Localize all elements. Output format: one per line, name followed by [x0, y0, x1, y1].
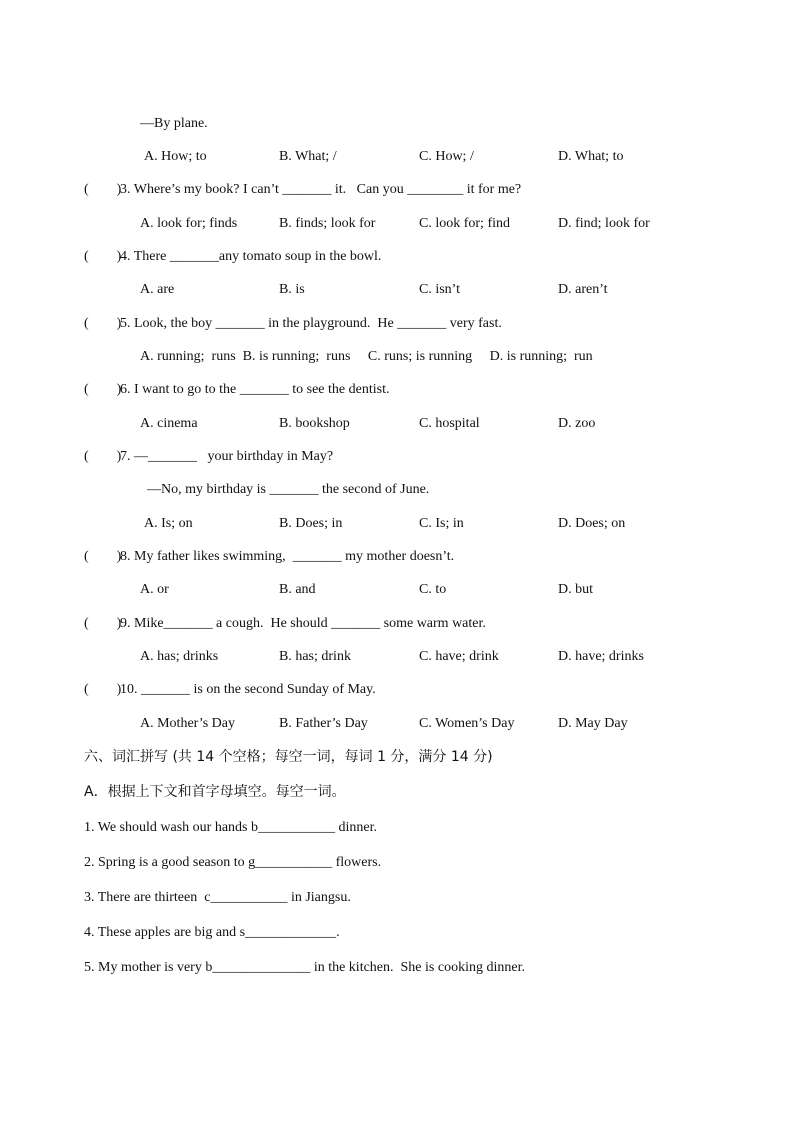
- q3-answer-paren[interactable]: ( ): [84, 182, 122, 197]
- q10-option-b: B. Father’s Day: [279, 716, 368, 731]
- q10-option-d: D. May Day: [558, 716, 628, 731]
- q4-option-a: A. are: [140, 282, 175, 297]
- section6-part-a: A．根据上下文和首字母填空。每空一词。: [84, 784, 346, 800]
- q5-answer-paren[interactable]: ( ): [84, 316, 122, 331]
- q10-answer-paren[interactable]: ( ): [84, 682, 122, 697]
- q9-text: 9. Mike_______ a cough. He should _______ some warm water.: [120, 616, 486, 631]
- q3-option-a: A. look for; finds: [140, 216, 238, 231]
- q3-option-b: B. finds; look for: [279, 216, 376, 231]
- q4-text: 4. There _______any tomato soup in the bowl.: [120, 249, 382, 264]
- q8-option-a: A. or: [140, 582, 169, 597]
- q2-option-d: D. What; to: [558, 149, 624, 164]
- q2-option-c: C. How; /: [419, 149, 474, 164]
- q6-answer-paren[interactable]: ( ): [84, 382, 122, 397]
- fill-item-4[interactable]: 4. These apples are big and s_____________.: [84, 925, 340, 940]
- q6-option-d: D. zoo: [558, 416, 596, 431]
- q5-text: 5. Look, the boy _______ in the playground. He _______ very fast.: [120, 316, 502, 331]
- q8-option-c: C. to: [419, 582, 447, 597]
- q8-answer-paren[interactable]: ( ): [84, 549, 122, 564]
- q7-text: 7. —_______ your birthday in May?: [120, 449, 334, 464]
- q2-option-b: B. What; /: [279, 149, 337, 164]
- q8-option-b: B. and: [279, 582, 316, 597]
- q6-option-b: B. bookshop: [279, 416, 350, 431]
- q7-option-b: B. Does; in: [279, 516, 343, 531]
- q7-option-a: A. Is; on: [144, 516, 193, 531]
- q2-option-a: A. How; to: [144, 149, 207, 164]
- q9-option-a: A. has; drinks: [140, 649, 219, 664]
- fill-item-1[interactable]: 1. We should wash our hands b___________ dinner.: [84, 820, 377, 835]
- q4-answer-paren[interactable]: ( ): [84, 249, 122, 264]
- q10-option-a: A. Mother’s Day: [140, 716, 236, 731]
- q9-answer-paren[interactable]: ( ): [84, 616, 122, 631]
- q7-sub-line: —No, my birthday is _______ the second of June.: [147, 482, 430, 497]
- section6-title: 六、词汇拼写 (共 14 个空格；每空一词，每词 1 分，满分 14 分): [84, 749, 493, 765]
- q4-option-c: C. isn’t: [419, 282, 460, 297]
- q10-option-c: C. Women’s Day: [419, 716, 515, 731]
- fill-item-3[interactable]: 3. There are thirteen c___________ in Jiangsu.: [84, 890, 351, 905]
- q3-option-d: D. find; look for: [558, 216, 650, 231]
- q8-text: 8. My father likes swimming, _______ my mother doesn’t.: [120, 549, 455, 564]
- q5-options-line: A. running; runs B. is running; runs C. runs; is running D. is running; run: [140, 349, 593, 364]
- q2-answer-line: —By plane.: [140, 116, 208, 131]
- q3-option-c: C. look for; find: [419, 216, 510, 231]
- q4-option-b: B. is: [279, 282, 305, 297]
- q10-text: 10. _______ is on the second Sunday of May.: [120, 682, 376, 697]
- q7-option-d: D. Does; on: [558, 516, 626, 531]
- q9-option-d: D. have; drinks: [558, 649, 644, 664]
- q8-option-d: D. but: [558, 582, 593, 597]
- q3-text: 3. Where’s my book? I can’t _______ it. Can you ________ it for me?: [120, 182, 522, 197]
- q9-option-b: B. has; drink: [279, 649, 351, 664]
- q4-option-d: D. aren’t: [558, 282, 608, 297]
- q6-option-a: A. cinema: [140, 416, 198, 431]
- q6-option-c: C. hospital: [419, 416, 480, 431]
- q7-option-c: C. Is; in: [419, 516, 464, 531]
- q6-text: 6. I want to go to the _______ to see the dentist.: [120, 382, 390, 397]
- q7-answer-paren[interactable]: ( ): [84, 449, 122, 464]
- fill-item-2[interactable]: 2. Spring is a good season to g___________ flowers.: [84, 855, 382, 870]
- fill-item-5[interactable]: 5. My mother is very b______________ in the kitchen. She is cooking dinner.: [84, 960, 525, 975]
- q9-option-c: C. have; drink: [419, 649, 499, 664]
